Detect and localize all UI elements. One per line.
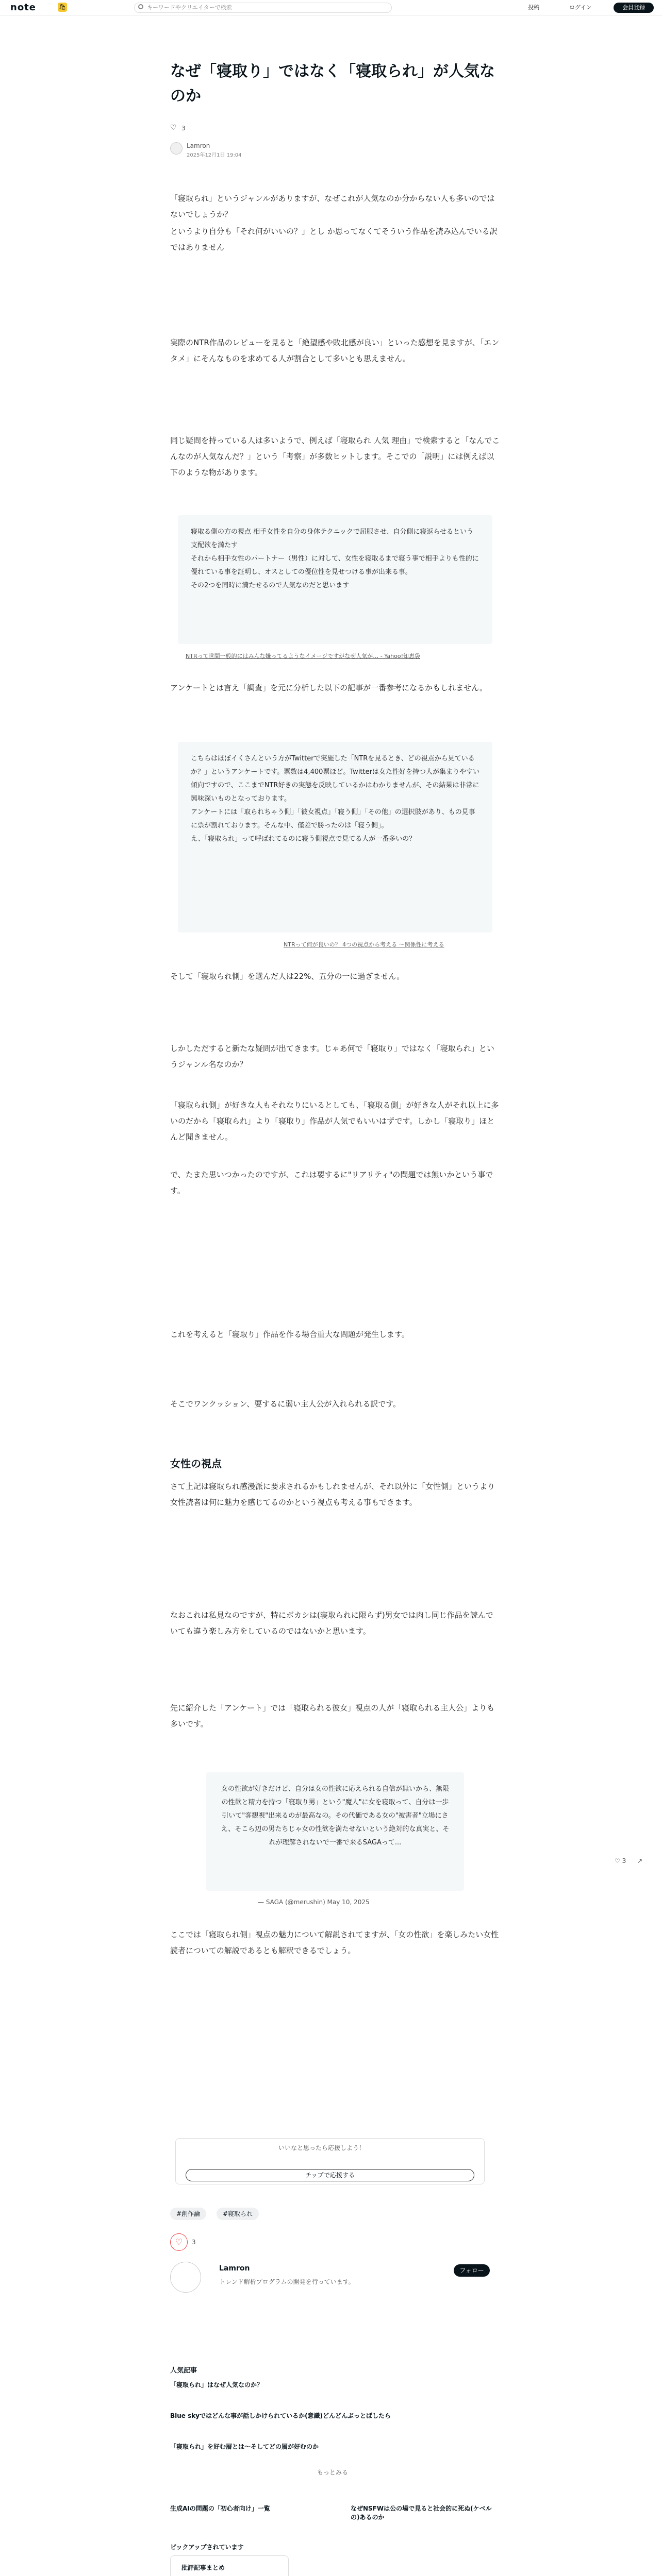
paragraph: アンケートとは言え「調査」を元に分析した以下の記事が一番参考になるかもしれません。 xyxy=(170,683,488,692)
post-button[interactable]: 投稿 xyxy=(528,4,539,11)
paragraph: 同じ疑問を持っている人は多いようで、例えば「寝取られ 人気 理由」で検索すると「なんでこんなのが人気なんだ？」という「考察」が多数ヒットします。そこでの「説明」には例えば以下のような物があります。 xyxy=(170,436,500,477)
register-button[interactable]: 会員登録 xyxy=(614,3,654,13)
paragraph: これを考えると「寝取り」作品を作る場合重大な問題が発生します。 xyxy=(170,1330,409,1339)
support-prompt: いいなと思ったら応援しよう！ xyxy=(278,2144,366,2151)
pickup-card-title: 批評記事まとめ xyxy=(181,2564,225,2571)
follow-button[interactable]: フォロー xyxy=(454,2264,490,2277)
like-button[interactable]: ♡ xyxy=(170,2233,188,2251)
more-link[interactable]: もっとみる xyxy=(317,2469,349,2476)
login-button[interactable]: ログイン xyxy=(569,4,592,11)
like-count: 3 xyxy=(192,2239,196,2246)
pickup-title: ピックアップされています xyxy=(170,2544,244,2551)
paragraph: 「寝取られ側」が好きな人もそれなりにいるとしても、「寝取る側」が好きな人がそれ以上に多いのだから「寝取られ」より「寝取り」作品が人気でもいいはずです。しかし「寝取り」ほとんど聞きません。 xyxy=(170,1100,499,1142)
section-heading: 女性の視点 xyxy=(170,1458,222,1470)
side-like-icon[interactable]: ♡ 3 xyxy=(615,1857,626,1865)
paragraph: で、たまた思いつかったのですが、これは要するに"リアリティ"の問題では無いかという事です。 xyxy=(170,1170,493,1195)
author-avatar[interactable] xyxy=(170,2262,201,2293)
search-input[interactable]: キーワードやクリエイターで検索 xyxy=(134,3,392,13)
tag-chip[interactable]: #寝取られ xyxy=(217,2208,259,2220)
next-article[interactable]: なぜNSFWは公の場で見ると社会的に死ぬ(ケベルの)あるのか xyxy=(351,2505,492,2521)
paragraph: 先に紹介した「アンケート」では「寝取られる彼女」視点の人が「寝取られる主人公」よりも多いです。 xyxy=(170,1703,495,1728)
quote-source-link[interactable]: NTRって世間一般的にはみんな嫌ってるようなイメージですがなぜ人気が… - Yahoo!知恵袋 xyxy=(186,653,421,659)
side-share-icon[interactable]: ↗ xyxy=(637,1857,643,1865)
article-title: なぜ「寝取り」ではなく「寝取られ」が人気なのか xyxy=(170,62,495,105)
quote-source-link[interactable]: NTRって何が良いの？ 4つの視点から考える ～関係性に考える xyxy=(284,941,444,948)
paragraph: 「寝取られ」というジャンルがありますが、なぜこれが人気なのか分からない人も多いのではないでしょうか？ xyxy=(170,194,495,219)
paragraph: さて上記は寝取られ感漫派に要求されるかもしれませんが、それ以外に「女性側」というより女性読者は何に魅力を感じてるのかという視点も考える事もできます。 xyxy=(170,1482,495,1507)
paragraph: なおこれは私見なのですが、特にボカシは(寝取られに限らず)男女では肉し同じ作品を読んでいても違う楽しみ方をしているのではないかと思います。 xyxy=(170,1611,493,1636)
tip-button[interactable]: チップで応援する xyxy=(186,2169,474,2181)
site-header xyxy=(0,0,662,15)
paragraph: しかしただすると新たな疑問が出てきます。じゃあ何で「寝取り」ではなく「寝取られ」というジャンル名なのか？ xyxy=(170,1044,494,1069)
popular-item[interactable]: 「寝取られ」はなぜ人気なのか？ xyxy=(170,2381,263,2388)
note-logo[interactable]: note xyxy=(10,2,36,13)
post-date: 2025年12月1日 19:04 xyxy=(187,152,242,158)
like-count: 3 xyxy=(181,125,186,132)
popular-title: 人気記事 xyxy=(170,2367,197,2375)
tweet-author[interactable]: — SAGA (@merushin) May 10, 2025 xyxy=(258,1899,370,1906)
paragraph: というより自分も「それ何がいいの？」とし か思ってなくてそういう作品を読み込んでいる訳ではありません xyxy=(170,227,498,252)
author-name[interactable]: Lamron xyxy=(219,2264,250,2273)
prev-article[interactable]: 生成AIの問題の「初心者向け」一覧 xyxy=(170,2505,270,2512)
popular-item[interactable]: Blue skyではどんな事が話しかけられているか(意識)どんどんぶっとばしたら xyxy=(170,2412,391,2419)
paragraph: ここでは「寝取られ側」視点の魅力について解説されてますが、「女の性欲」を楽しみたい女性読者についての解説であるとも解釈できるでしょう。 xyxy=(170,1930,499,1955)
author-avatar[interactable] xyxy=(170,142,183,155)
like-icon[interactable]: ♡ xyxy=(170,124,177,132)
quote-block: 寝取る側の方の視点 相手女性を自分の身体テクニックで屈服させ、自分側に寝返らせるという支配欲を満たす それから相手女性のパートナー（男性）に対して、女性を寝取るまで寝う事で相手よりも性的に優れている事を証明し、オスとしての優位性を見せつける事が出来る事。 その2つを同時に満たせるので人気なのだと思います xyxy=(178,515,492,644)
quote-block: こちらはほぼイくさんという方がTwitterで実施した「NTRを見るとき、どの視点から見ているか？」というアンケートです。票数は4,400票ほど。Twitterは女た性好を持つ人が集まりやすい傾向ですので、ここまでNTR好きの実態を反映しているかはわかりませんが、その結果は非常に興味深いものとなっております。 アンケートには「取られちゃう側」「彼女視点」「寝う側」「その他」の選択肢があり、もの見事に票が割れております。そんな中、僅差で勝ったのは「寝う側」。 え、「寝取られ」って呼ばれてるのに寝う側視点で見てる人が一番多いの？ xyxy=(178,742,492,933)
popular-item[interactable]: 「寝取られ」を好む層とは〜そしてどの層が好むのか xyxy=(170,2443,319,2450)
paragraph: 実際のNTR作品のレビューを見ると「絶望感や敗北感が良い」といった感想を見ますが、「エンタメ」にそんなものを求めてる人が割合として多いとも思えません。 xyxy=(170,338,500,363)
author-name[interactable]: Lamron xyxy=(187,142,210,149)
author-bio: トレンド解析プログラムの開発を行っています。 xyxy=(219,2278,355,2285)
paragraph: そして「寝取られ側」を選んだ人は22%、五分の一に過ぎません。 xyxy=(170,972,405,981)
paragraph: そこでワンクッション、要するに弱い主人公が入れられる訳です。 xyxy=(170,1399,401,1409)
shop-icon[interactable]: 🛍 xyxy=(58,3,67,12)
tag-chip[interactable]: #創作論 xyxy=(170,2208,206,2220)
embedded-tweet: 女の性欲が好きだけど、自分は女の性欲に応えられる自信が無いから、無限の性欲と精力を持つ「寝取り男」という"魔人"に女を寝取って、自分は一歩引いて"客観視"出来るのが最高なの。その代価である女の"被害者"立場にさえ、そこら辺の男たちじゃ女の性欲を満たせないという絶対的な真実と、それが理解されないで一番で来るSAGAって... xyxy=(206,1772,464,1891)
